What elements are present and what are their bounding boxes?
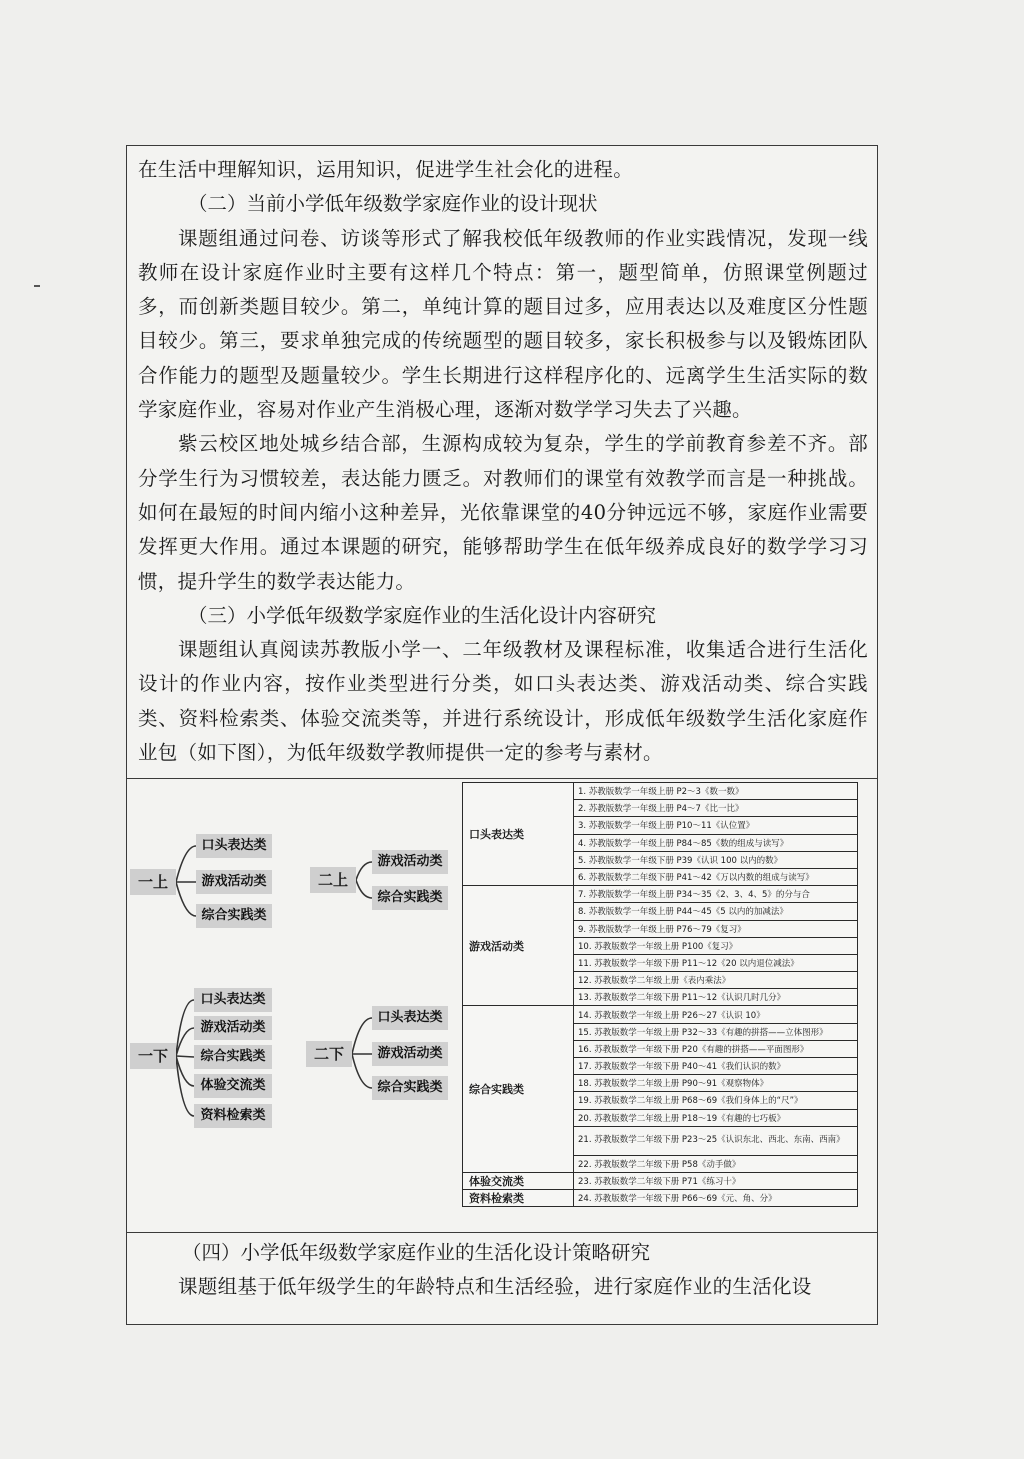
category-box: 综合实践类 bbox=[372, 886, 448, 910]
homework-item-cell: 1. 苏教版数学一年级上册 P2～3《数一数》 bbox=[574, 783, 858, 800]
homework-item-cell: 16. 苏教版数学一年级下册 P20《有趣的拼搭——平面图形》 bbox=[574, 1040, 858, 1057]
homework-item-cell: 22. 苏教版数学二年级下册 P58《动手做》 bbox=[574, 1155, 858, 1172]
homework-item-cell: 23. 苏教版数学二年级下册 P71《练习十》 bbox=[574, 1172, 858, 1189]
homework-item-cell: 5. 苏教版数学一年级下册 P39《认识 100 以内的数》 bbox=[574, 851, 858, 868]
homework-type-cell: 口头表达类 bbox=[463, 783, 574, 886]
section-heading-3: （三）小学低年级数学家庭作业的生活化设计内容研究 bbox=[188, 603, 657, 627]
category-box: 综合实践类 bbox=[196, 904, 272, 928]
category-box: 游戏活动类 bbox=[196, 870, 272, 894]
grade-box-2a: 二上 bbox=[310, 867, 356, 893]
text-block-bottom bbox=[138, 1236, 868, 1305]
table-row bbox=[463, 783, 858, 800]
homework-item-cell: 24. 苏教版数学一年级下册 P66～69《元、角、分》 bbox=[574, 1190, 858, 1207]
homework-item-cell: 7. 苏教版数学一年级上册 P34～35《2、3、4、5》的分与合 bbox=[574, 886, 858, 903]
paragraph-continued: 在生活中理解知识，运用知识，促进学生社会化的进程。 bbox=[138, 158, 634, 181]
homework-item-cell: 9. 苏教版数学一年级上册 P76～79《复习》 bbox=[574, 920, 858, 937]
grade-box-2b: 二下 bbox=[306, 1041, 352, 1067]
homework-package-table bbox=[462, 782, 858, 1207]
paragraph-content-research: 课题组认真阅读苏教版小学一、二年级教材及课程标准，收集适合进行生活化设计的作业内容，按作业类型进行分类，如口头表达类、游戏活动类、综合实践类、资料检索类、体验交流类等，并进行系统设计，形成低年级数学生活化家庭作业包（如下图），为低年级数学教师提供一定的参考与素材。 bbox=[138, 638, 868, 765]
homework-item-cell: 2. 苏教版数学一年级上册 P4～7《比一比》 bbox=[574, 800, 858, 817]
homework-item-cell: 6. 苏教版数学二年级下册 P41～42《万以内数的组成与读写》 bbox=[574, 868, 858, 885]
homework-item-cell: 21. 苏教版数学二年级下册 P23～25《认识东北、西北、东南、西南》 bbox=[574, 1126, 858, 1155]
homework-item-cell: 12. 苏教版数学二年级上册《表内乘法》 bbox=[574, 972, 858, 989]
homework-item-cell: 11. 苏教版数学一年级下册 P11～12《20 以内退位减法》 bbox=[574, 954, 858, 971]
divider-line bbox=[126, 1232, 878, 1233]
homework-item-cell: 17. 苏教版数学一年级下册 P40～41《我们认识的数》 bbox=[574, 1058, 858, 1075]
paragraph-campus: 紫云校区地处城乡结合部，生源构成较为复杂，学生的学前教育参差不齐。部分学生行为习惯较差，表达能力匮乏。对教师们的课堂有效教学而言是一种挑战。如何在最短的时间内缩小这种差异，光依靠课堂的40分钟远远不够，家庭作业需要发挥更大作用。通过本课题的研究，能够帮助学生在低年级养成良好的数学学习习惯，提升学生的数学表达能力。 bbox=[138, 432, 868, 593]
homework-item-cell: 13. 苏教版数学二年级下册 P11～12《认识几时几分》 bbox=[574, 989, 858, 1006]
table-row bbox=[463, 1006, 858, 1023]
homework-type-cell: 综合实践类 bbox=[463, 1006, 574, 1173]
homework-item-cell: 15. 苏教版数学一年级上册 P32～33《有趣的拼搭——立体图形》 bbox=[574, 1023, 858, 1040]
table-row bbox=[463, 886, 858, 903]
homework-item-cell: 4. 苏教版数学一年级上册 P84～85《数的组成与读写》 bbox=[574, 834, 858, 851]
grade-box-1b: 一下 bbox=[130, 1043, 176, 1069]
homework-item-cell: 18. 苏教版数学二年级上册 P90～91《观察物体》 bbox=[574, 1075, 858, 1092]
homework-item-cell: 3. 苏教版数学一年级上册 P10～11《认位置》 bbox=[574, 817, 858, 834]
paragraph-strategy: 课题组基于低年级学生的年龄特点和生活经验，进行家庭作业的生活化设 bbox=[178, 1275, 812, 1299]
grade-box-1a: 一上 bbox=[130, 869, 176, 895]
table-row bbox=[463, 1190, 858, 1207]
category-box: 资料检索类 bbox=[194, 1104, 272, 1128]
homework-item-cell: 20. 苏教版数学二年级上册 P18～19《有趣的七巧板》 bbox=[574, 1109, 858, 1126]
paragraph-status: 课题组通过问卷、访谈等形式了解我校低年级教师的作业实践情况，发现一线教师在设计家庭作业时主要有这样几个特点：第一，题型简单，仿照课堂例题过多，而创新类题目较少。第二，单纯计算的题目过多，应用表达以及难度区分性题目较少。第三，要求单独完成的传统题型的题目较多，家长积极参与以及锻炼团队合作能力的题型及题量较少。学生长期进行这样程序化的、远离学生生活实际的数学家庭作业，容易对作业产生消极心理，逐渐对数学学习失去了兴趣。 bbox=[138, 226, 868, 422]
section-heading-2: （二）当前小学低年级数学家庭作业的设计现状 bbox=[188, 192, 598, 216]
homework-type-cell: 游戏活动类 bbox=[463, 886, 574, 1006]
homework-item-cell: 8. 苏教版数学一年级上册 P44～45《5 以内的加减法》 bbox=[574, 903, 858, 920]
category-box: 游戏活动类 bbox=[372, 1042, 448, 1066]
table-row bbox=[463, 1172, 858, 1189]
homework-item-cell: 10. 苏教版数学一年级上册 P100《复习》 bbox=[574, 937, 858, 954]
section-heading-4: （四）小学低年级数学家庭作业的生活化设计策略研究 bbox=[182, 1241, 651, 1264]
homework-item-cell: 19. 苏教版数学二年级上册 P68～69《我们身体上的“尺”》 bbox=[574, 1092, 858, 1109]
category-box: 口头表达类 bbox=[196, 834, 272, 858]
category-box: 游戏活动类 bbox=[372, 850, 448, 874]
category-box: 综合实践类 bbox=[372, 1076, 448, 1100]
homework-item-cell: 14. 苏教版数学一年级上册 P26～27《认识 10》 bbox=[574, 1006, 858, 1023]
category-box: 口头表达类 bbox=[194, 988, 272, 1012]
category-box: 游戏活动类 bbox=[194, 1016, 272, 1040]
homework-type-cell: 体验交流类 bbox=[463, 1172, 574, 1189]
category-box: 体验交流类 bbox=[194, 1074, 272, 1098]
homework-type-cell: 资料检索类 bbox=[463, 1190, 574, 1207]
category-box: 综合实践类 bbox=[194, 1045, 272, 1069]
category-box: 口头表达类 bbox=[372, 1006, 448, 1030]
